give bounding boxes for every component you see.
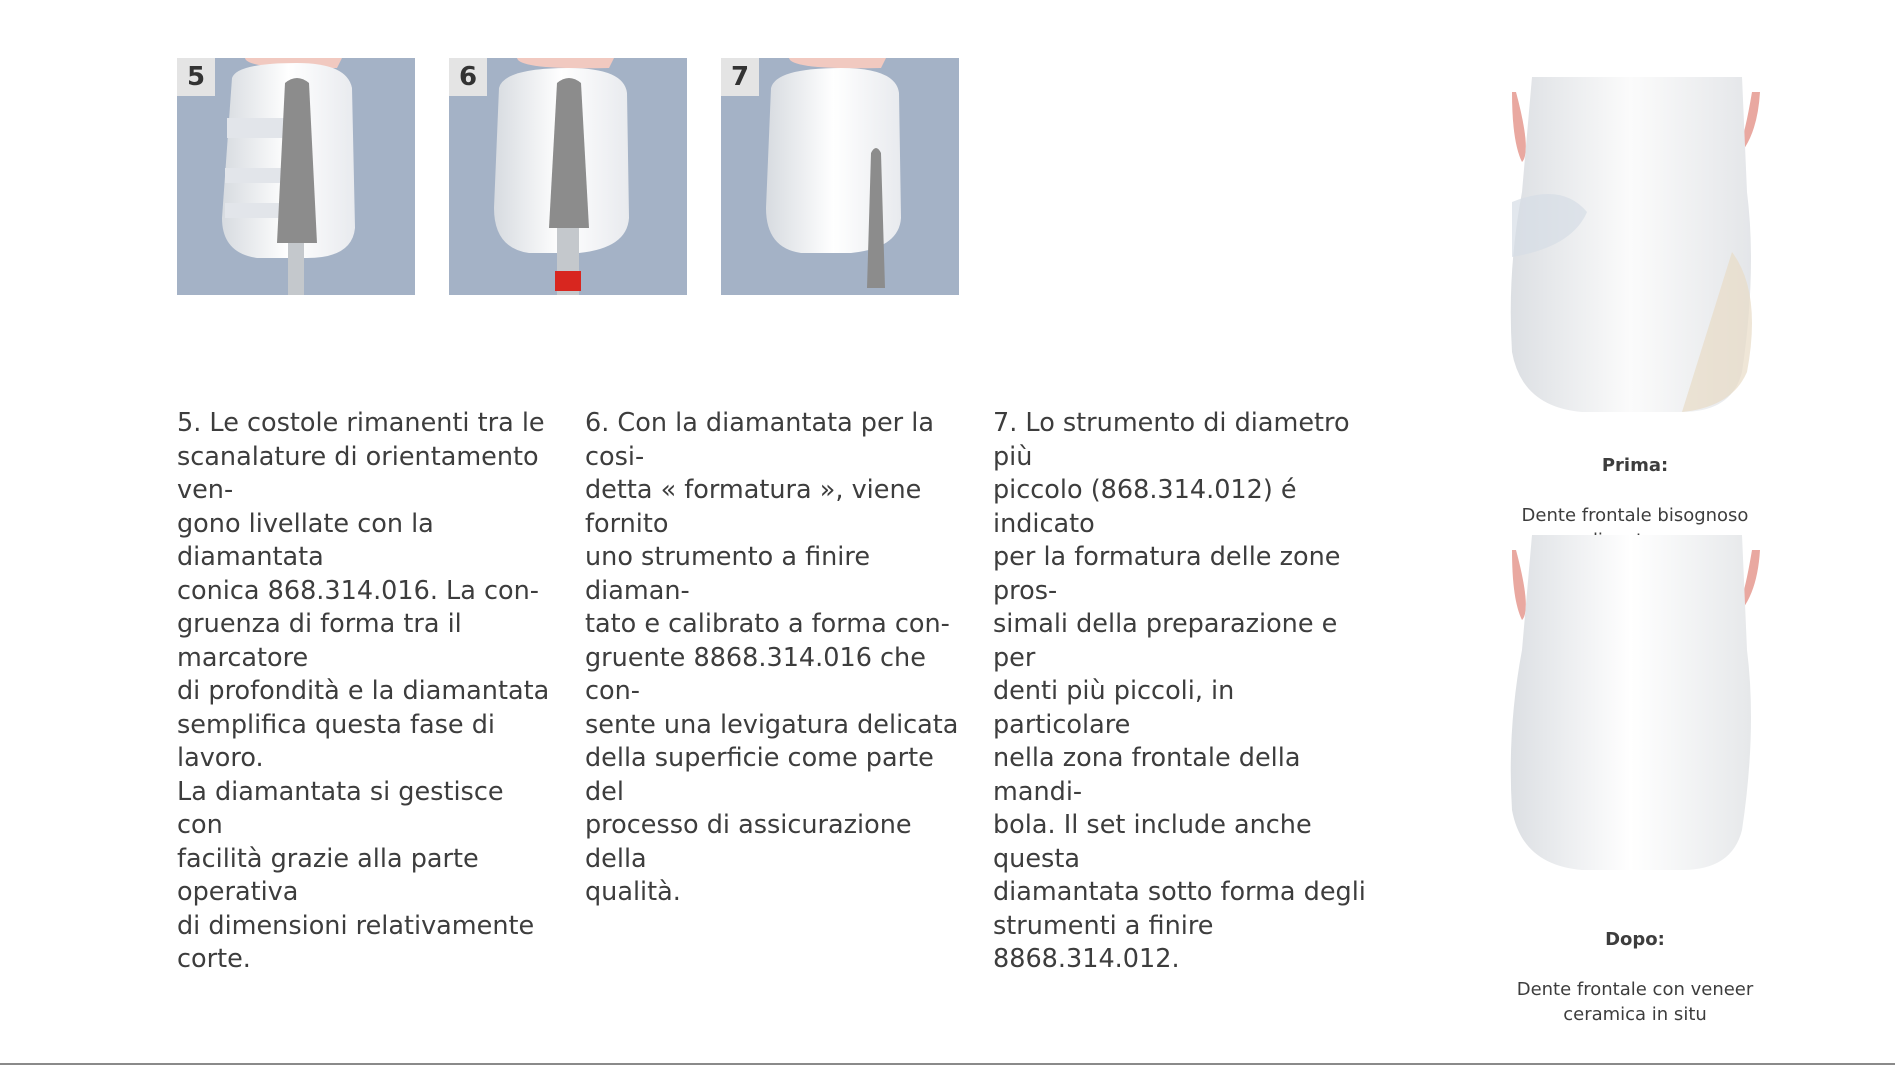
after-caption-title: Dopo:	[1605, 929, 1665, 950]
front-tooth-after-illustration	[1492, 530, 1782, 880]
step-6-image	[449, 58, 687, 295]
step-number-badge: 7	[721, 58, 759, 96]
step-7-description: 7. Lo strumento di diametro più piccolo (868.314.012) é indicato per la formatura delle zone pros- simali della preparazione e per denti più piccoli, in particolare nella zona frontale della mandi- bola. Il set include anche questa diamantata sotto forma degli strumenti a finire 8868.314.012.	[993, 408, 1366, 974]
step-5-image	[177, 58, 415, 295]
before-caption-text: Dente frontale bisognoso	[1521, 505, 1749, 526]
after-caption-text: Dente frontale con veneer ceramica in situ	[1516, 979, 1754, 1025]
front-tooth-before-illustration	[1492, 72, 1782, 422]
step-number-badge: 6	[449, 58, 487, 96]
before-tooth-image	[1492, 72, 1782, 422]
after-tooth-image	[1492, 530, 1782, 880]
step-5-description: 5. Le costole rimanenti tra le scanalature di orientamento ven- gono livellate con la diamantata conica 868.314.016. La con- gruenza di forma tra il marcatore di profondità e la diamantata semplifica questa fase di lavoro. La diamantata si gestisce con facilità grazie alla parte operativa di dimensioni relativamente corte.	[177, 408, 550, 974]
before-caption-title: Prima:	[1601, 455, 1669, 476]
bottom-divider	[0, 1063, 1895, 1065]
step-6-description: 6. Con la diamantata per la cosi- detta « formatura », viene fornito uno strumento a finire diaman- tato e calibrato a forma con- gruente 8868.314.016 che con- sente una levigatura delicata della superficie come parte del processo di assicurazione della qualità.	[585, 408, 959, 907]
step-number-badge: 5	[177, 58, 215, 96]
step-7-image	[721, 58, 959, 295]
after-caption	[1480, 902, 1790, 1027]
